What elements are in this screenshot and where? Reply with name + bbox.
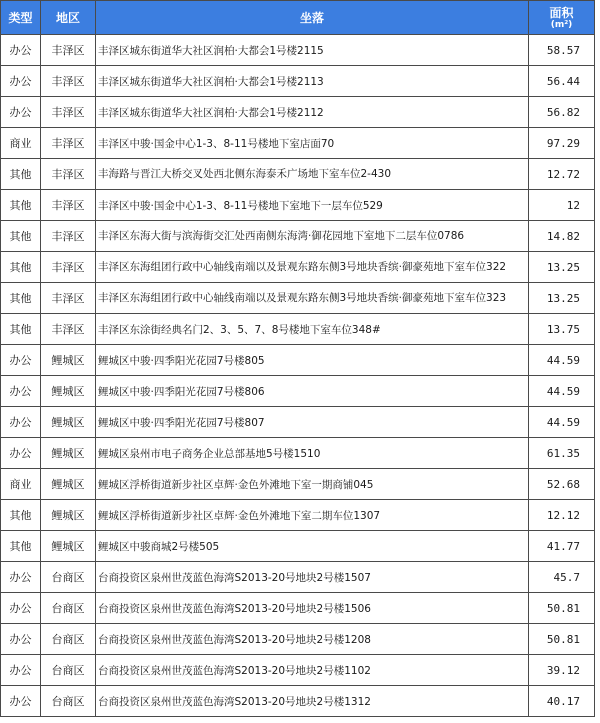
cell-type: 办公 (1, 407, 41, 438)
cell-size: 44.59 (529, 407, 595, 438)
cell-area: 鲤城区 (41, 438, 96, 469)
cell-location: 丰泽区城东街道华大社区润柏·大都会1号楼2115 (96, 35, 529, 66)
cell-size: 56.82 (529, 97, 595, 128)
cell-location: 丰泽区东涂街经典名门2、3、5、7、8号楼地下室车位348# (96, 314, 529, 345)
cell-area: 台商区 (41, 655, 96, 686)
cell-location: 鲤城区浮桥街道新步社区卓辉·金色外滩地下室一期商铺045 (96, 469, 529, 500)
cell-type: 其他 (1, 190, 41, 221)
cell-type: 其他 (1, 252, 41, 283)
cell-size: 97.29 (529, 128, 595, 159)
cell-location: 丰泽区城东街道华大社区润柏·大都会1号楼2113 (96, 66, 529, 97)
cell-location: 台商投资区泉州世茂蓝色海湾S2013-20号地块2号楼1208 (96, 624, 529, 655)
table-row (1, 469, 595, 500)
table-row (1, 35, 595, 66)
cell-location: 丰泽区城东街道华大社区润柏·大都会1号楼2112 (96, 97, 529, 128)
cell-location: 鲤城区中骏·四季阳光花园7号楼807 (96, 407, 529, 438)
cell-area: 台商区 (41, 624, 96, 655)
cell-type: 办公 (1, 66, 41, 97)
cell-location: 丰泽区东海大街与滨海街交汇处西南侧东海湾·御花园地下室地下二层车位0786 (96, 221, 529, 252)
cell-location: 台商投资区泉州世茂蓝色海湾S2013-20号地块2号楼1312 (96, 686, 529, 717)
cell-location: 台商投资区泉州世茂蓝色海湾S2013-20号地块2号楼1506 (96, 593, 529, 624)
cell-area: 台商区 (41, 686, 96, 717)
table-row (1, 190, 595, 221)
cell-area: 鲤城区 (41, 376, 96, 407)
cell-size: 41.77 (529, 531, 595, 562)
cell-area: 鲤城区 (41, 407, 96, 438)
cell-type: 商业 (1, 128, 41, 159)
header-location: 坐落 (96, 1, 529, 35)
table-row (1, 252, 595, 283)
cell-size: 45.7 (529, 562, 595, 593)
cell-type: 办公 (1, 35, 41, 66)
cell-area: 丰泽区 (41, 314, 96, 345)
cell-location: 鲤城区浮桥街道新步社区卓辉·金色外滩地下室二期车位1307 (96, 500, 529, 531)
header-size (529, 1, 595, 35)
cell-area: 鲤城区 (41, 500, 96, 531)
cell-type: 办公 (1, 438, 41, 469)
cell-size: 39.12 (529, 655, 595, 686)
cell-type: 办公 (1, 593, 41, 624)
cell-area: 丰泽区 (41, 159, 96, 190)
table-row (1, 159, 595, 190)
cell-area: 丰泽区 (41, 252, 96, 283)
cell-area: 丰泽区 (41, 283, 96, 314)
cell-size: 12 (529, 190, 595, 221)
cell-size: 44.59 (529, 376, 595, 407)
cell-size: 58.57 (529, 35, 595, 66)
cell-area: 丰泽区 (41, 97, 96, 128)
cell-location: 丰泽区东海组团行政中心轴线南端以及景观东路东侧3号地块香缤·御豪苑地下室车位322 (96, 252, 529, 283)
table-row (1, 128, 595, 159)
table-row (1, 407, 595, 438)
table-row (1, 686, 595, 717)
cell-location: 丰海路与晋江大桥交叉处西北侧东海泰禾广场地下室车位2-430 (96, 159, 529, 190)
cell-size: 50.81 (529, 624, 595, 655)
cell-size: 12.12 (529, 500, 595, 531)
cell-area: 台商区 (41, 593, 96, 624)
cell-size: 56.44 (529, 66, 595, 97)
cell-type: 办公 (1, 624, 41, 655)
table-row (1, 283, 595, 314)
table-row (1, 221, 595, 252)
cell-size: 13.75 (529, 314, 595, 345)
cell-area: 丰泽区 (41, 190, 96, 221)
cell-area: 丰泽区 (41, 35, 96, 66)
cell-size: 40.17 (529, 686, 595, 717)
cell-location: 鲤城区中骏商城2号楼505 (96, 531, 529, 562)
table-row (1, 562, 595, 593)
cell-size: 52.68 (529, 469, 595, 500)
cell-area: 丰泽区 (41, 128, 96, 159)
cell-size: 50.81 (529, 593, 595, 624)
cell-location: 丰泽区中骏·国金中心1-3、8-11号楼地下室地下一层车位529 (96, 190, 529, 221)
cell-type: 办公 (1, 686, 41, 717)
table-row (1, 593, 595, 624)
header-size-unit: (m²) (550, 19, 573, 30)
table-row (1, 624, 595, 655)
table-row (1, 66, 595, 97)
cell-location: 丰泽区东海组团行政中心轴线南端以及景观东路东侧3号地块香缤·御豪苑地下室车位323 (96, 283, 529, 314)
cell-area: 丰泽区 (41, 66, 96, 97)
table-row (1, 376, 595, 407)
cell-type: 其他 (1, 221, 41, 252)
header-size-label: 面积 (549, 5, 574, 20)
cell-type: 办公 (1, 376, 41, 407)
table-row (1, 314, 595, 345)
cell-type: 办公 (1, 97, 41, 128)
table-row (1, 97, 595, 128)
cell-type: 办公 (1, 562, 41, 593)
cell-size: 13.25 (529, 252, 595, 283)
table-row (1, 655, 595, 686)
table-row (1, 438, 595, 469)
cell-type: 其他 (1, 314, 41, 345)
cell-area: 鲤城区 (41, 469, 96, 500)
cell-area: 鲤城区 (41, 531, 96, 562)
cell-type: 商业 (1, 469, 41, 500)
cell-area: 台商区 (41, 562, 96, 593)
cell-type: 其他 (1, 159, 41, 190)
table-row (1, 500, 595, 531)
cell-size: 61.35 (529, 438, 595, 469)
cell-type: 办公 (1, 345, 41, 376)
table-row (1, 531, 595, 562)
cell-location: 鲤城区中骏·四季阳光花园7号楼806 (96, 376, 529, 407)
cell-size: 12.72 (529, 159, 595, 190)
cell-location: 台商投资区泉州世茂蓝色海湾S2013-20号地块2号楼1507 (96, 562, 529, 593)
header-area: 地区 (41, 1, 96, 35)
table-row (1, 345, 595, 376)
cell-size: 14.82 (529, 221, 595, 252)
cell-type: 其他 (1, 500, 41, 531)
header-type: 类型 (1, 1, 41, 35)
cell-size: 44.59 (529, 345, 595, 376)
cell-type: 其他 (1, 531, 41, 562)
cell-type: 办公 (1, 655, 41, 686)
cell-location: 鲤城区中骏·四季阳光花园7号楼805 (96, 345, 529, 376)
cell-area: 鲤城区 (41, 345, 96, 376)
table-header-row (1, 1, 595, 35)
cell-location: 台商投资区泉州世茂蓝色海湾S2013-20号地块2号楼1102 (96, 655, 529, 686)
cell-type: 其他 (1, 283, 41, 314)
cell-location: 丰泽区中骏·国金中心1-3、8-11号楼地下室店面70 (96, 128, 529, 159)
cell-location: 鲤城区泉州市电子商务企业总部基地5号楼1510 (96, 438, 529, 469)
cell-area: 丰泽区 (41, 221, 96, 252)
cell-size: 13.25 (529, 283, 595, 314)
